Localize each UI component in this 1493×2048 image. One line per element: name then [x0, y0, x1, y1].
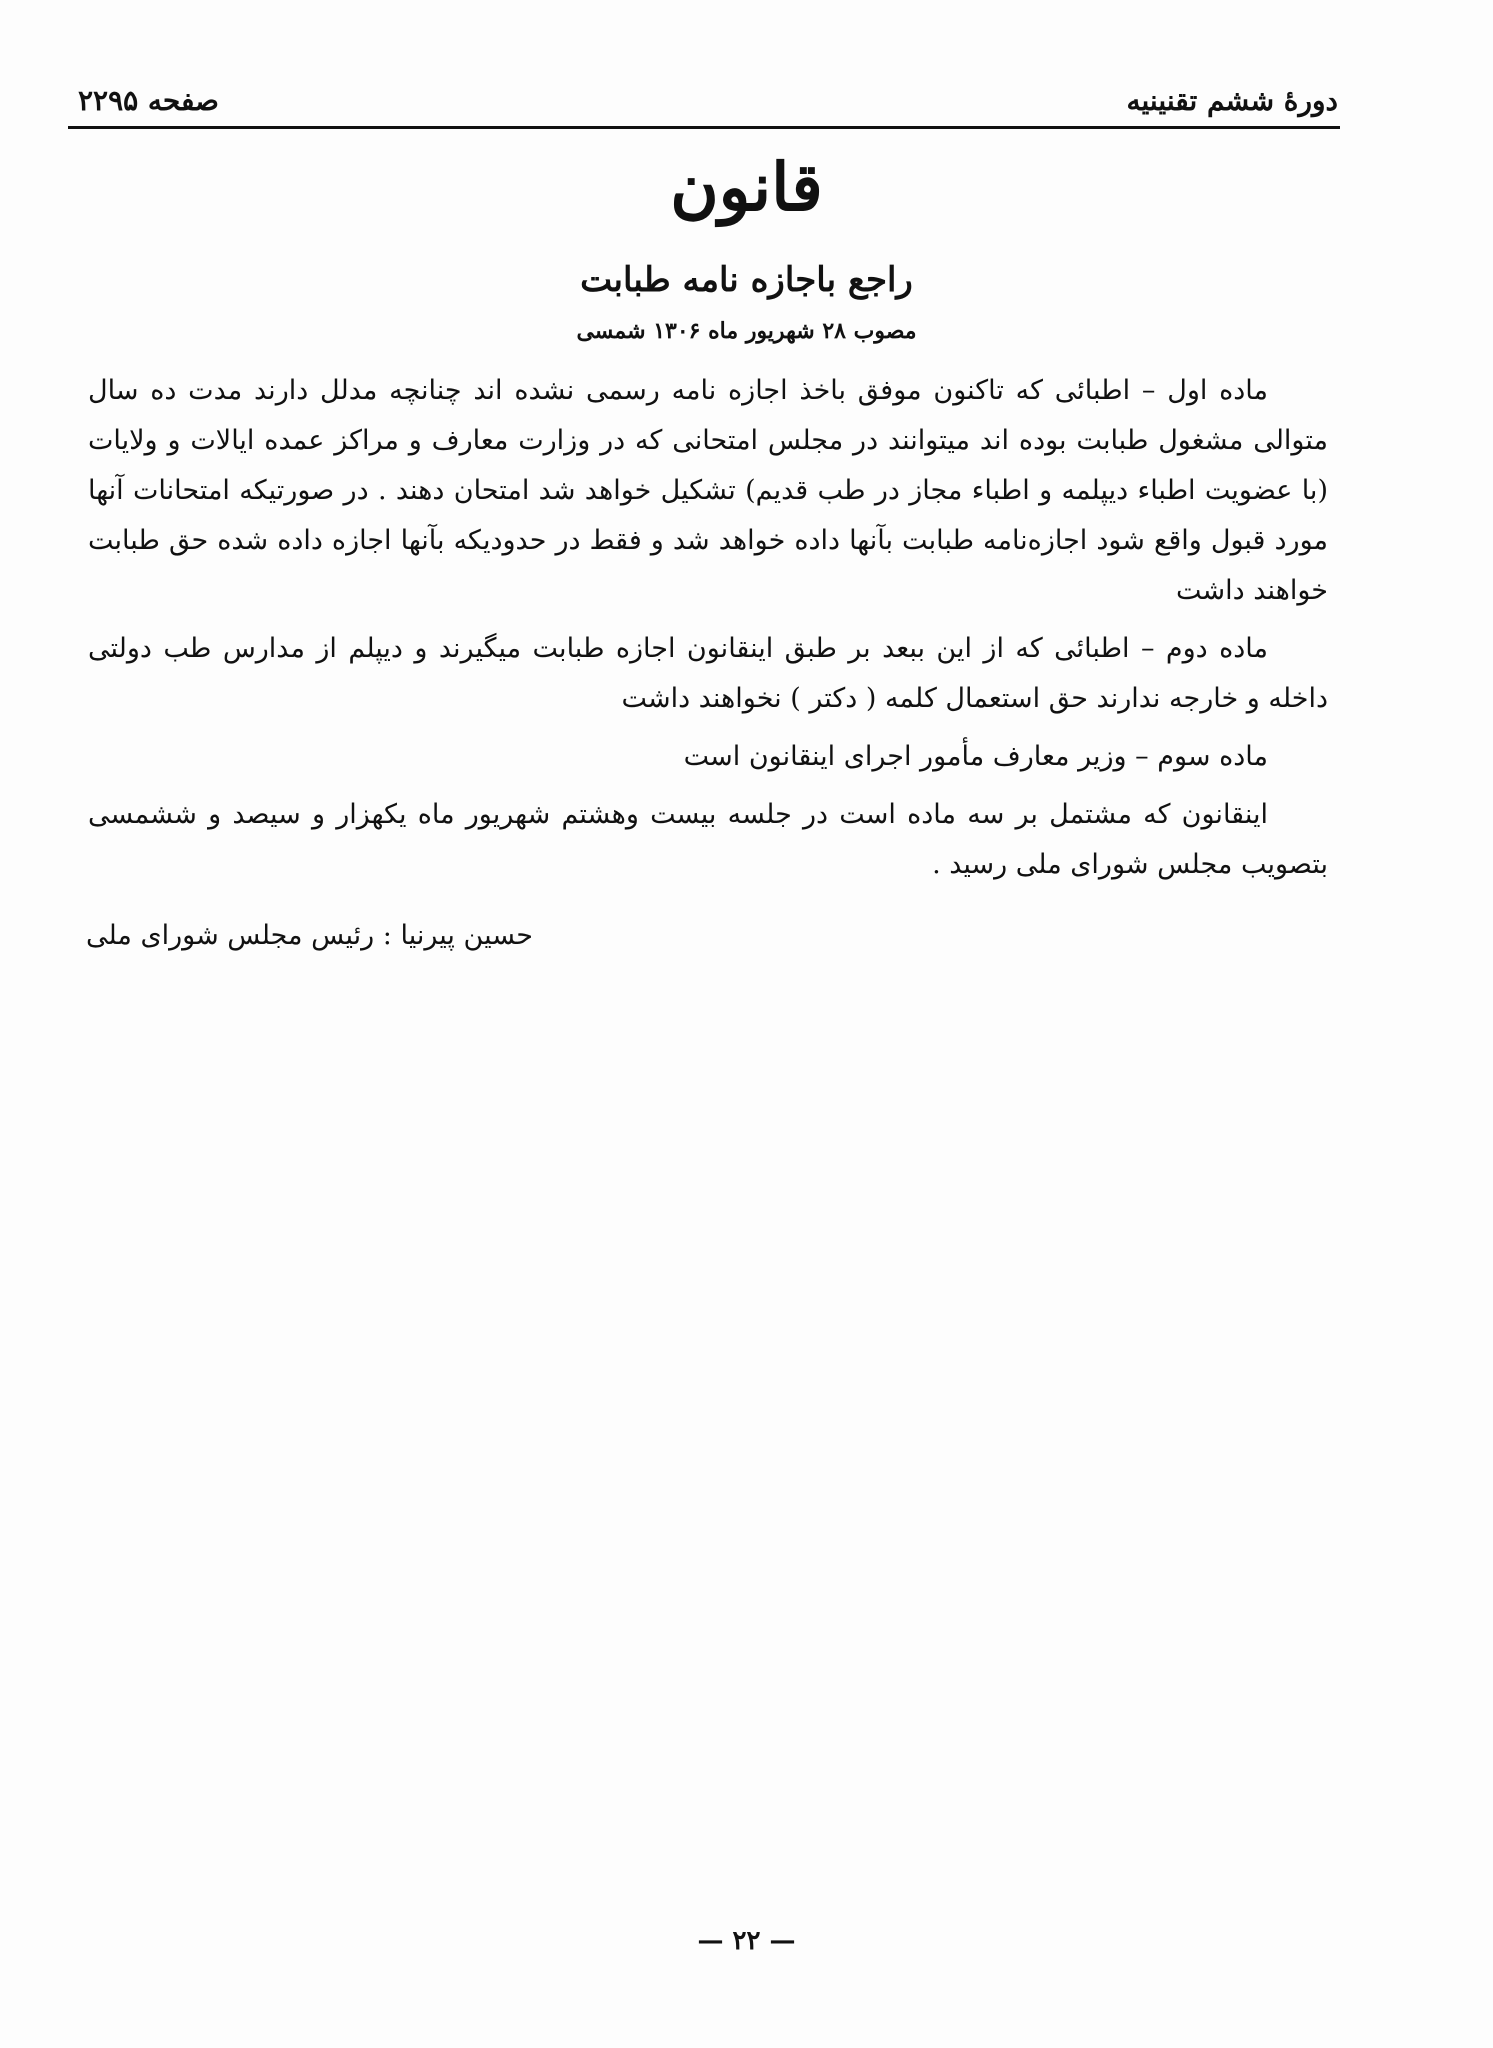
article-2: ماده دوم – اطبائی که از این ببعد بر طبق اینقانون اجازه طبابت میگیرند و دیپلم از مدارس طب دولتی داخله و خارجه ندارند حق استعمال کلمه ( دکتر ) نخواهند داشت: [88, 633, 1328, 714]
document-title: قانون: [670, 148, 823, 226]
page-marker: — ۲۲ —: [697, 1926, 796, 1956]
signature-line: حسین پیرنیا : رئیس مجلس شورای ملی: [85, 920, 533, 951]
document-subtitle: راجع باجازه نامه طبابت: [580, 260, 913, 300]
document-body: [88, 366, 1328, 898]
header-rule: [68, 126, 1340, 129]
page-header: [68, 78, 1338, 126]
page-number: صفحه ۲۲۹۵: [78, 84, 219, 117]
session-label: دورهٔ ششم تقنینیه: [1126, 84, 1338, 117]
article-3: ماده سوم – وزیر معارف مأمور اجرای اینقانون است: [683, 741, 1268, 772]
approval-date: مصوب ۲۸ شهریور ماه ۱۳۰۶ شمسی: [576, 318, 917, 344]
article-1: ماده اول – اطبائی که تاکنون موفق باخذ اجازه نامه رسمی نشده اند چنانچه مدلل دارند مدت ده سال متوالی مشغول طبابت بوده اند میتوانند در مجلس امتحانی که در وزارت معارف و مراکز عمده ایالات و ولایات (با عضویت اطباء دیپلمه و اطباء مجاز در طب قدیم) تشکیل خواهد شد امتحان دهند . در صورتیکه امتحانات آنها مورد قبول واقع شود اجازه‌نامه طبابت بآنها داده خواهد شد و فقط در حدودیکه بآنها اجازه داده شده حق طبابت خواهند داشت: [88, 375, 1328, 606]
ratification-note: اینقانون که مشتمل بر سه ماده است در جلسه بیست وهشتم شهریور ماه یکهزار و سیصد و ششمسی بتصویب مجلس شورای ملی رسید .: [88, 799, 1328, 880]
